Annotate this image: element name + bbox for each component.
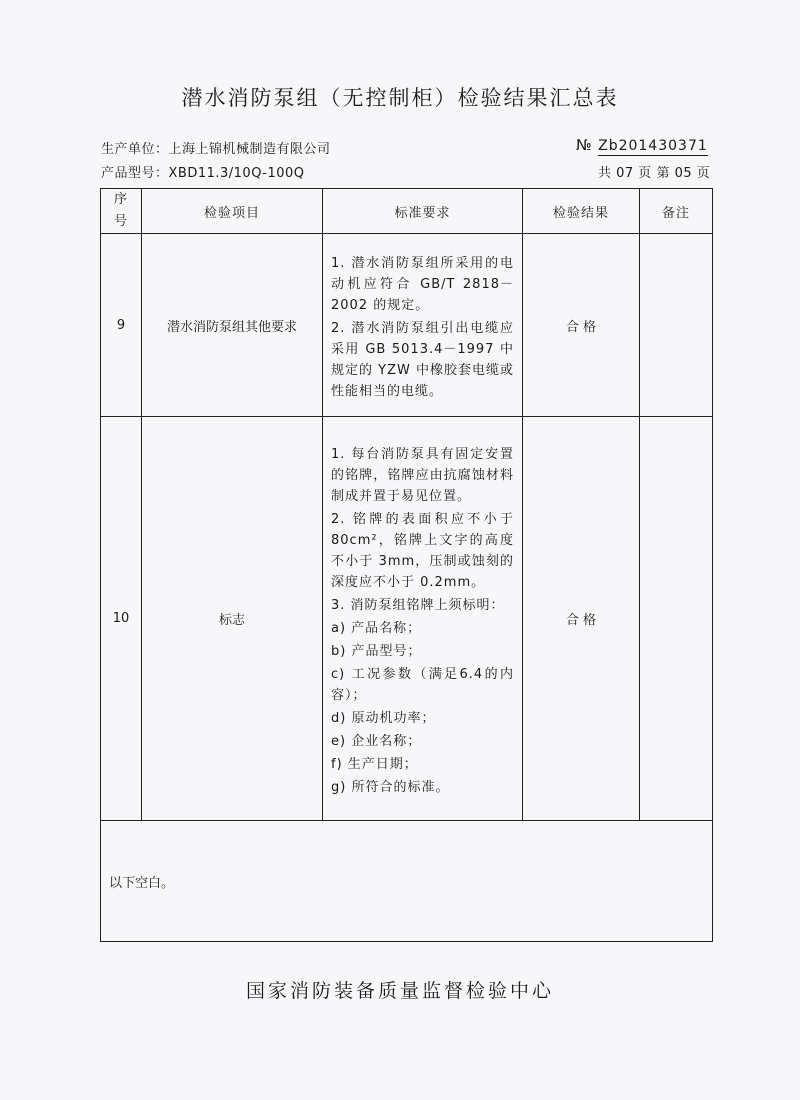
header-item: 检验项目 (142, 189, 323, 234)
table-row (101, 234, 713, 417)
result-table (100, 188, 713, 942)
header-result: 检验结果 (523, 189, 640, 234)
standard-subitem: d) 原动机功率； (331, 710, 436, 726)
standard-subitem: b) 产品型号； (331, 643, 422, 659)
row-remark (640, 417, 713, 821)
standard-clause: 3. 消防泵组铭牌上须标明： (331, 597, 505, 613)
header-remark: 备注 (640, 189, 713, 234)
standard-clause: 2. 铭牌的表面积应不小于 80cm²，铭牌上文字的高度不小于 3mm，压制或蚀刻的深度应不小于 0.2mm。 (331, 511, 514, 590)
issuing-organization: 国家消防装备质量监督检验中心 (245, 980, 554, 1002)
header-standard: 标准要求 (323, 189, 523, 234)
table-row (101, 417, 713, 821)
document-title: 潜水消防泵组（无控制柜）检验结果汇总表 (181, 86, 619, 110)
standard-subitem: a) 产品名称； (331, 620, 422, 636)
header-seq-line1: 序 (113, 192, 128, 207)
row-standard (323, 234, 523, 417)
header-seq-line2: 号 (113, 214, 128, 229)
report-number (576, 136, 708, 154)
row-item: 标志 (142, 417, 323, 821)
manufacturer-line: 生产单位：上海上锦机械制造有限公司 (101, 142, 331, 157)
table-header-row (101, 189, 713, 234)
closing-row (101, 821, 713, 942)
row-result: 合 格 (523, 234, 640, 417)
row-item: 潜水消防泵组其他要求 (142, 234, 323, 417)
header-seq (101, 189, 142, 234)
row-result: 合 格 (523, 417, 640, 821)
standard-subitem: c) 工况参数（满足6.4的内容）； (331, 666, 514, 703)
standard-subitem: e) 企业名称； (331, 733, 422, 749)
row-seq: 10 (101, 417, 142, 821)
number-symbol: № (576, 136, 593, 154)
standard-subitem: g) 所符合的标准。 (331, 779, 450, 795)
row-seq: 9 (101, 234, 142, 417)
number-value: Zb201430371 (598, 138, 708, 154)
row-standard (323, 417, 523, 821)
standard-clause: 1. 每台消防泵具有固定安置的铭牌，铭牌应由抗腐蚀材料制成并置于易见位置。 (331, 446, 514, 504)
standard-clause: 2. 潜水消防泵组引出电缆应采用 GB 5013.4－1997 中规定的 YZW 中橡胶套电缆或性能相当的电缆。 (331, 320, 514, 399)
page-count: 共 07 页 第 05 页 (598, 166, 711, 181)
closing-note: 以下空白。 (101, 821, 713, 942)
row-remark (640, 234, 713, 417)
standard-clause: 1. 潜水消防泵组所采用的电动机应符合 GB/T 2818－2002 的规定。 (331, 255, 514, 313)
standard-subitem: f) 生产日期； (331, 756, 418, 772)
product-model-line: 产品型号：XBD11.3/10Q-100Q (101, 166, 305, 181)
